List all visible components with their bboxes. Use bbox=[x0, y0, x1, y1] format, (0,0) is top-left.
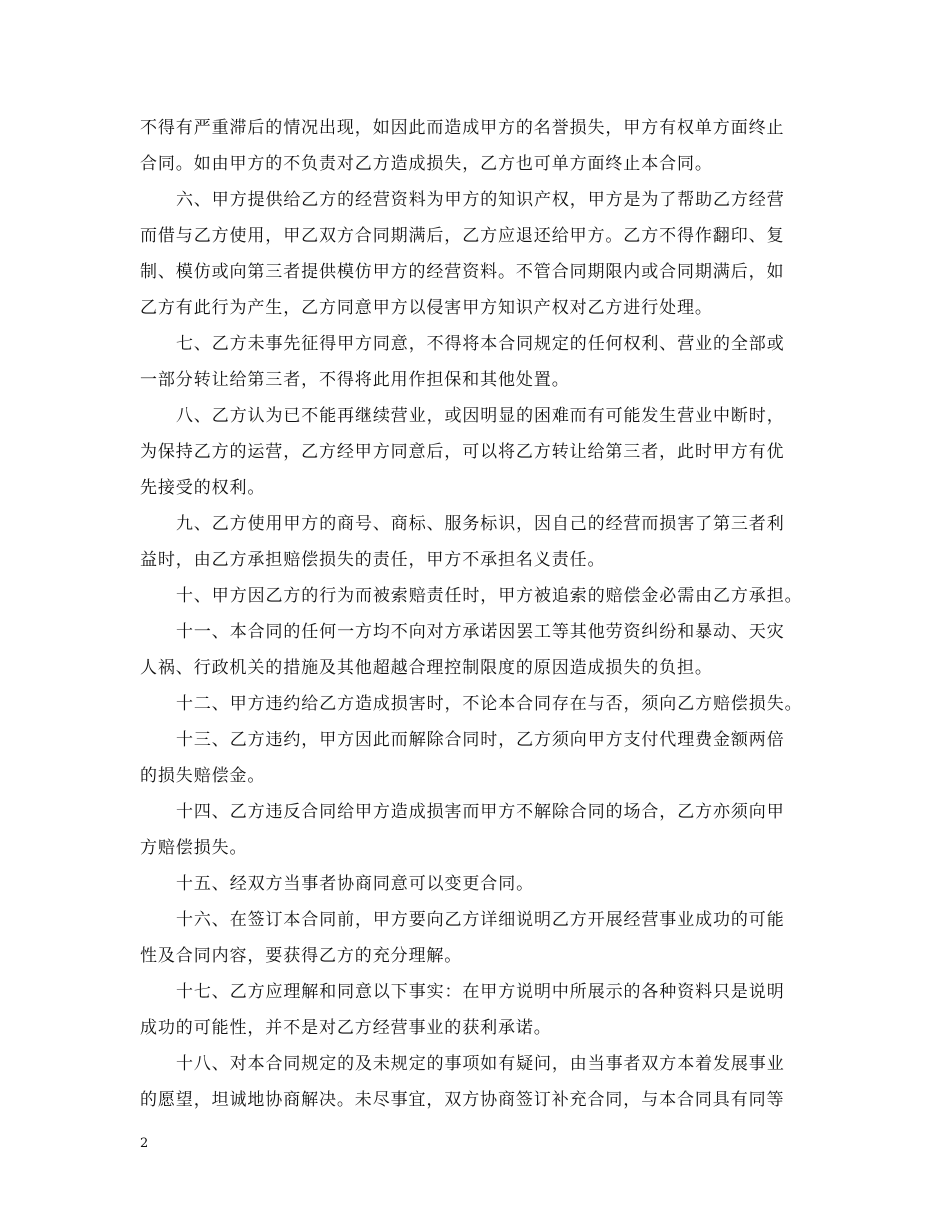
text-line: 为保持乙方的运营，乙方经甲方同意后，可以将乙方转让给第三者，此时甲方有优 bbox=[140, 442, 785, 462]
text-line: 人祸、行政机关的措施及其他超越合理控制限度的原因造成损失的负担。 bbox=[140, 658, 713, 678]
text-line: 一部分转让给第三者，不得将此用作担保和其他处置。 bbox=[140, 370, 570, 390]
text-line: 十六、在签订本合同前，甲方要向乙方详细说明乙方开展经营事业成功的可能 bbox=[176, 910, 785, 930]
text-line: 八、乙方认为已不能再继续营业，或因明显的困难而有可能发生营业中断时， bbox=[176, 406, 785, 426]
text-line: 七、乙方未事先征得甲方同意，不得将本合同规定的任何权利、营业的全部或 bbox=[176, 334, 785, 354]
text-line: 方赔偿损失。 bbox=[140, 838, 248, 858]
text-line: 成功的可能性，并不是对乙方经营事业的获利承诺。 bbox=[140, 1018, 552, 1038]
text-line: 十七、乙方应理解和同意以下事实：在甲方说明中所展示的各种资料只是说明 bbox=[176, 982, 785, 1002]
text-line: 十八、对本合同规定的及未规定的事项如有疑问，由当事者双方本着发展事业 bbox=[176, 1054, 785, 1074]
text-line: 的损失赔偿金。 bbox=[140, 766, 266, 786]
text-line: 先接受的权利。 bbox=[140, 478, 266, 498]
text-line: 性及合同内容，要获得乙方的充分理解。 bbox=[140, 946, 463, 966]
page-number: 2 bbox=[140, 1136, 149, 1151]
text-line: 九、乙方使用甲方的商号、商标、服务标识，因自己的经营而损害了第三者利 bbox=[176, 514, 785, 534]
text-line: 益时，由乙方承担赔偿损失的责任，甲方不承担名义责任。 bbox=[140, 550, 606, 570]
text-line: 而借与乙方使用，甲乙双方合同期满后，乙方应退还给甲方。乙方不得作翻印、复 bbox=[140, 226, 785, 246]
text-line: 十、甲方因乙方的行为而被索赔责任时，甲方被追索的赔偿金必需由乙方承担。 bbox=[176, 586, 803, 606]
text-line: 的愿望，坦诚地协商解决。未尽事宜，双方协商签订补充合同，与本合同具有同等 bbox=[140, 1090, 785, 1110]
text-line: 十五、经双方当事者协商同意可以变更合同。 bbox=[176, 874, 534, 894]
text-line: 十四、乙方违反合同给甲方造成损害而甲方不解除合同的场合，乙方亦须向甲 bbox=[176, 802, 785, 822]
text-line: 十三、乙方违约，甲方因此而解除合同时，乙方须向甲方支付代理费金额两倍 bbox=[176, 730, 785, 750]
text-line: 六、甲方提供给乙方的经营资料为甲方的知识产权，甲方是为了帮助乙方经营 bbox=[176, 190, 785, 210]
text-line: 不得有严重滞后的情况出现，如因此而造成甲方的名誉损失，甲方有权单方面终止 bbox=[140, 118, 785, 138]
text-line: 十二、甲方违约给乙方造成损害时，不论本合同存在与否，须向乙方赔偿损失。 bbox=[176, 694, 803, 714]
text-line: 制、模仿或向第三者提供模仿甲方的经营资料。不管合同期限内或合同期满后，如 bbox=[140, 262, 785, 282]
text-line: 乙方有此行为产生，乙方同意甲方以侵害甲方知识产权对乙方进行处理。 bbox=[140, 298, 713, 318]
text-line: 合同。如由甲方的不负责对乙方造成损失，乙方也可单方面终止本合同。 bbox=[140, 154, 713, 174]
text-line: 十一、本合同的任何一方均不向对方承诺因罢工等其他劳资纠纷和暴动、天灾 bbox=[176, 622, 785, 642]
